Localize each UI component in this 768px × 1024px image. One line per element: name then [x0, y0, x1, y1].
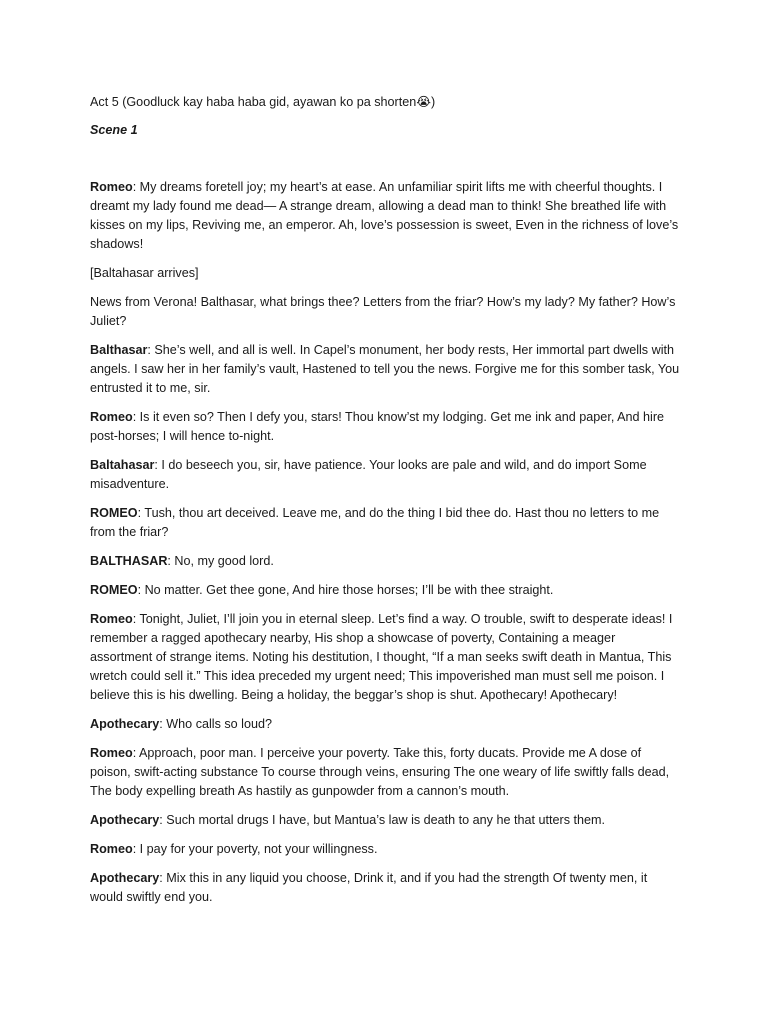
dialogue-text: : Approach, poor man. I perceive your poverty. Take this, forty ducats. Provide me A dose of poison, swift-acting substance To course through veins, ensuring The one weary of life swiftly falls dead, The body expelling breath As hastily as gunpowder from a cannon’s mouth.	[90, 746, 670, 798]
speaker-name: Romeo	[90, 842, 133, 856]
speaker-name: Baltahasar	[90, 458, 155, 472]
dialogue-paragraph	[90, 811, 680, 830]
dialogue-paragraph	[90, 408, 680, 446]
dialogue-paragraph	[90, 293, 680, 331]
dialogue-text: : Tonight, Juliet, I’ll join you in eternal sleep. Let’s find a way. O trouble, swift to desperate ideas! I remember a ragged apothecary nearby, His shop a showcase of poverty, Containing a meager assortment of strange items. Noting his destitution, I thought, “If a man seeks swift death in Mantua, This wretch could sell it.” This idea preceded my urgent need; This impoverished man must sell me poison. I believe this is his dwelling. Being a holiday, the beggar’s shop is shut. Apothecary! Apothecary!	[90, 612, 673, 702]
dialogue-text: : Who calls so loud?	[159, 717, 272, 731]
dialogue-paragraph	[90, 504, 680, 542]
dialogue-paragraph	[90, 581, 680, 600]
dialogue-paragraph	[90, 341, 680, 398]
dialogue-text: : No matter. Get thee gone, And hire those horses; I’ll be with thee straight.	[137, 583, 554, 597]
dialogue-text: : Such mortal drugs I have, but Mantua’s law is death to any he that utters them.	[159, 813, 605, 827]
stage-direction	[90, 264, 680, 283]
speaker-name: Apothecary	[90, 871, 160, 885]
speaker-name: BALTHASAR	[90, 554, 168, 568]
dialogue-paragraph	[90, 840, 680, 859]
dialogue-paragraph	[90, 744, 680, 801]
document-page	[90, 93, 680, 917]
speaker-name: Romeo	[90, 180, 133, 194]
dialogue-text: : I do beseech you, sir, have patience. Your looks are pale and wild, and do import Some misadventure.	[90, 458, 647, 491]
dialogue-text: [Baltahasar arrives]	[90, 266, 199, 280]
dialogue-text: : I pay for your poverty, not your willingness.	[132, 842, 378, 856]
dialogue-paragraph	[90, 178, 680, 254]
speaker-name: Romeo	[90, 612, 133, 626]
dialogue-paragraph	[90, 715, 680, 734]
dialogue-text: : Is it even so? Then I defy you, stars! Thou know’st my lodging. Get me ink and paper, And hire post-horses; I will hence to-night.	[90, 410, 665, 443]
speaker-name: Romeo	[90, 410, 133, 424]
speaker-name: Apothecary	[90, 717, 160, 731]
dialogue-paragraph	[90, 552, 680, 571]
dialogue-text: : Mix this in any liquid you choose, Drink it, and if you had the strength Of twenty men, it would swiftly end you.	[90, 871, 648, 904]
speaker-name: Apothecary	[90, 813, 160, 827]
dialogue-paragraph	[90, 456, 680, 494]
dialogue-text: : She’s well, and all is well. In Capel’s monument, her body rests, Her immortal part dwells with angels. I saw her in her family’s vault, Hastened to tell you the news. Forgive me for this somber task, You entrusted it to me, sir.	[90, 343, 680, 395]
dialogue-paragraph	[90, 869, 680, 907]
scene-title: Scene 1	[90, 123, 138, 137]
dialogue-paragraph	[90, 610, 680, 705]
dialogue-text: : My dreams foretell joy; my heart’s at ease. An unfamiliar spirit lifts me with cheerful thoughts. I dreamt my lady found me dead— A strange dream, allowing a dead man to think! She breathed life with kisses on my lips, Reviving me, an emperor. Ah, love’s possession is sweet, Even in the richness of love’s shadows!	[90, 180, 679, 251]
speaker-name: ROMEO	[90, 506, 138, 520]
dialogue-text: : No, my good lord.	[167, 554, 274, 568]
speaker-name: ROMEO	[90, 583, 138, 597]
dialogue-text: News from Verona! Balthasar, what brings thee? Letters from the friar? How’s my lady? My father? How’s Juliet?	[90, 295, 676, 328]
speaker-name: Balthasar	[90, 343, 148, 357]
speaker-name: Romeo	[90, 746, 133, 760]
act-heading: Act 5 (Goodluck kay haba haba gid, ayawan ko pa shorten😭)	[90, 95, 436, 109]
dialogue-text: : Tush, thou art deceived. Leave me, and do the thing I bid thee do. Hast thou no letters to me from the friar?	[90, 506, 660, 539]
